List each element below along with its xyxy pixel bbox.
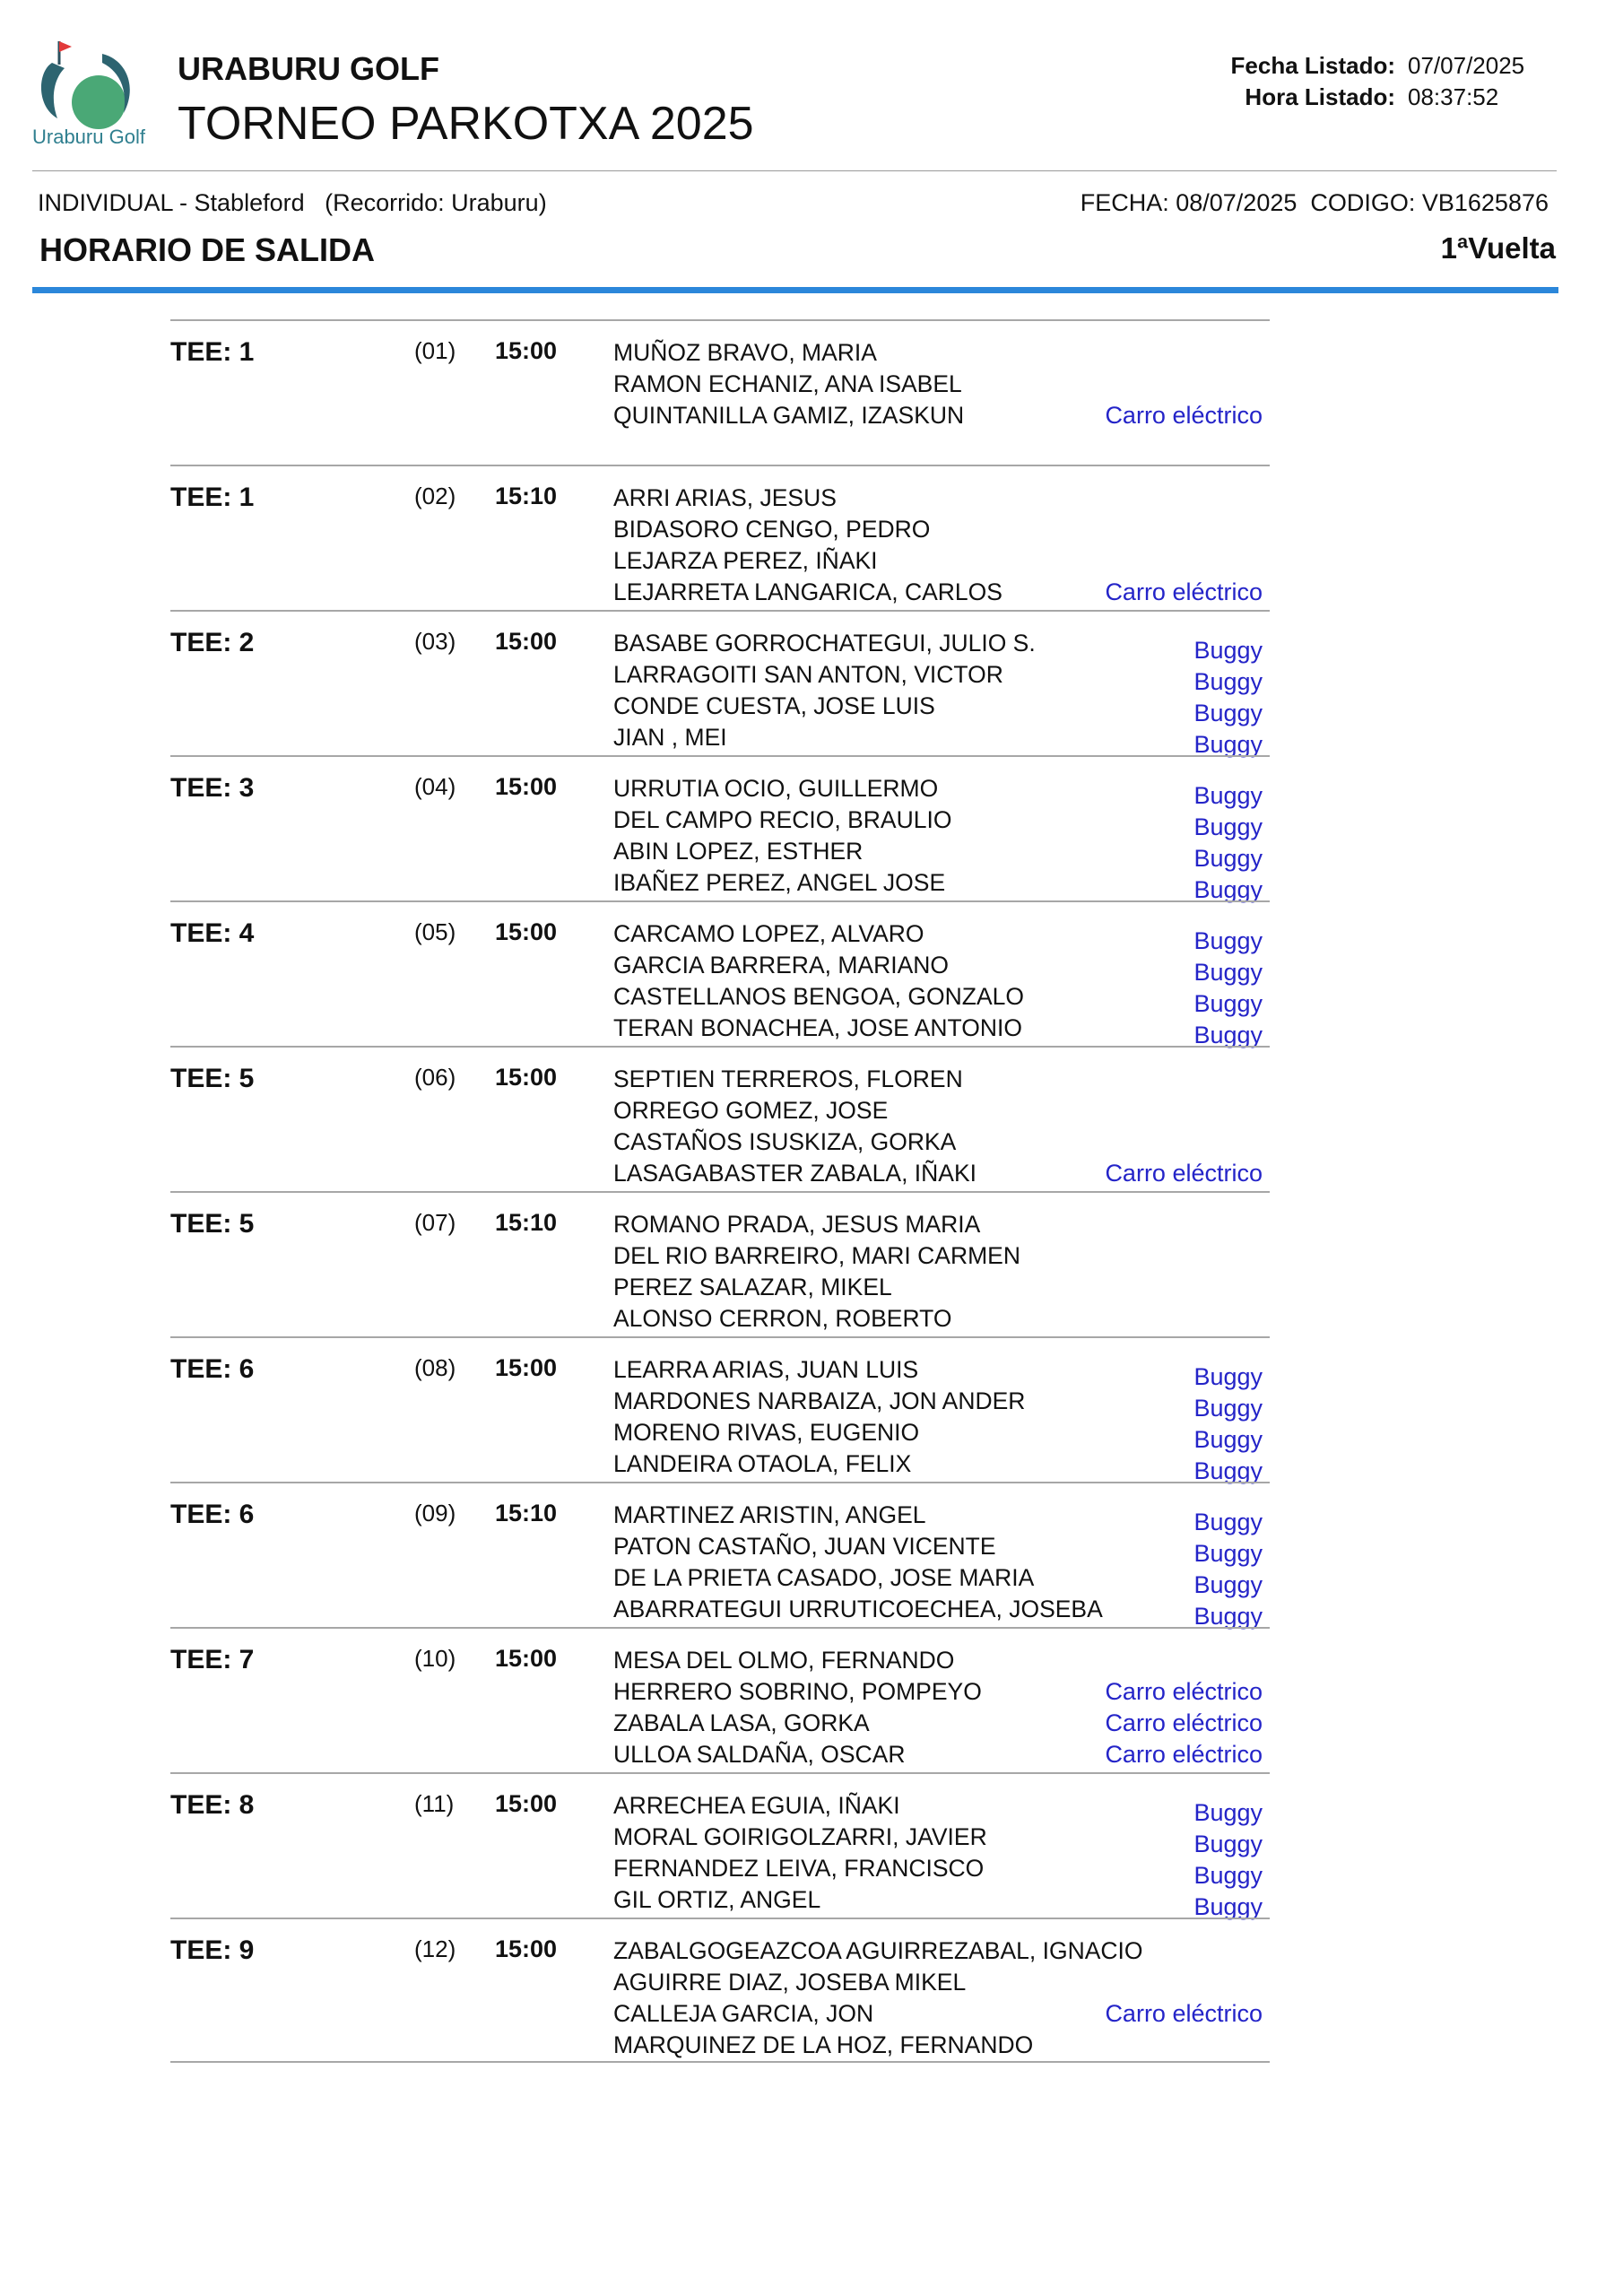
start-time: 15:00 (495, 1645, 558, 1672)
start-time: 15:00 (495, 337, 558, 364)
group-number: (03) (414, 628, 456, 655)
tee-label: TEE: 8 (170, 1790, 255, 1820)
player-row (613, 918, 1268, 954)
player-name: RAMON ECHANIZ, ANA ISABEL (613, 370, 962, 397)
player-row (613, 1790, 1268, 1826)
player-row (613, 1126, 1268, 1158)
tee-group (170, 319, 1270, 465)
player-row (613, 1708, 1268, 1739)
date-value: 07/07/2025 (1408, 52, 1525, 79)
group-number: (04) (414, 773, 456, 800)
player-row (613, 1013, 1268, 1048)
cart-type: Carro eléctrico (1105, 1160, 1263, 1187)
player-row (613, 545, 1268, 577)
tee-label: TEE: 6 (170, 1500, 255, 1529)
tee-label: TEE: 4 (170, 918, 255, 948)
player-list (613, 1354, 1268, 1484)
player-name: ROMANO PRADA, JESUS MARIA (613, 1211, 981, 1238)
player-row (613, 1303, 1268, 1335)
player-name: ABARRATEGUI URRUTICOECHEA, JOSEBA (613, 1596, 1103, 1622)
player-name: ORREGO GOMEZ, JOSE (613, 1097, 889, 1124)
player-row (613, 628, 1268, 664)
tee-label: TEE: 7 (170, 1645, 255, 1674)
player-name: ALONSO CERRON, ROBERTO (613, 1305, 952, 1332)
player-row (613, 804, 1268, 840)
player-list (613, 1500, 1268, 1630)
player-name: CASTELLANOS BENGOA, GONZALO (613, 983, 1024, 1010)
tee-group (170, 1772, 1270, 1918)
start-time: 15:10 (495, 1500, 558, 1526)
player-name: PATON CASTAÑO, JUAN VICENTE (613, 1533, 996, 1560)
accent-divider (32, 287, 1558, 293)
date-label: Fecha Listado: (1230, 52, 1395, 79)
group-number: (01) (414, 337, 456, 364)
fecha-codigo: FECHA: 08/07/2025 CODIGO: VB1625876 (1080, 189, 1549, 216)
tee-group (170, 1918, 1270, 2063)
player-row (613, 1935, 1268, 1967)
player-name: AGUIRRE DIAZ, JOSEBA MIKEL (613, 1969, 967, 1996)
listing-meta (1231, 50, 1533, 113)
cart-type: Buggy (1193, 1799, 1263, 1826)
cart-type: Buggy (1193, 1363, 1263, 1390)
player-name: LEJARZA PEREZ, IÑAKI (613, 547, 878, 574)
tee-group (170, 1627, 1270, 1772)
organization-name: URABURU GOLF (178, 50, 439, 87)
player-name: MARTINEZ ARISTIN, ANGEL (613, 1501, 926, 1528)
group-number: (11) (414, 1790, 455, 1817)
player-name: MARDONES NARBAIZA, JON ANDER (613, 1387, 1026, 1414)
player-name: CARCAMO LOPEZ, ALVARO (613, 920, 924, 947)
tee-group (170, 755, 1270, 903)
cart-type: Carro eléctrico (1105, 2000, 1263, 2027)
player-row (613, 1594, 1268, 1630)
player-row (613, 1417, 1268, 1453)
player-row (613, 1500, 1268, 1535)
player-name: SEPTIEN TERREROS, FLOREN (613, 1065, 963, 1092)
player-list (613, 337, 1268, 431)
player-name: MARQUINEZ DE LA HOZ, FERNANDO (613, 2031, 1034, 2058)
player-list (613, 1209, 1268, 1335)
tournament-name: TORNEO PARKOTXA 2025 (178, 98, 754, 150)
logo-text: Uraburu Golf (32, 126, 145, 148)
tee-time-list (170, 319, 1270, 2063)
player-row (613, 1354, 1268, 1390)
player-row (613, 1448, 1268, 1484)
round-label: 1ªVuelta (1440, 231, 1556, 265)
start-time: 15:00 (495, 1064, 558, 1091)
player-row (613, 483, 1268, 514)
cart-type: Carro eléctrico (1105, 578, 1263, 605)
player-row (613, 1158, 1268, 1189)
player-name: LEARRA ARIAS, JUAN LUIS (613, 1356, 919, 1383)
player-row (613, 722, 1268, 758)
player-name: LARRAGOITI SAN ANTON, VICTOR (613, 661, 1003, 688)
cart-type: Buggy (1193, 1893, 1263, 1920)
group-number: (02) (414, 483, 456, 509)
player-list (613, 628, 1268, 758)
tee-label: TEE: 1 (170, 483, 255, 512)
player-name: FERNANDEZ LEIVA, FRANCISCO (613, 1855, 985, 1882)
player-name: ZABALGOGEAZCOA AGUIRREZABAL, IGNACIO (613, 1937, 1143, 1964)
player-row (613, 1562, 1268, 1598)
tee-group (170, 1482, 1270, 1630)
group-number: (06) (414, 1064, 456, 1091)
start-time: 15:00 (495, 1790, 558, 1817)
player-row (613, 369, 1268, 400)
player-row (613, 1095, 1268, 1126)
player-row (613, 1386, 1268, 1422)
tee-group (170, 1191, 1270, 1336)
group-number: (09) (414, 1500, 456, 1526)
competition-format: INDIVIDUAL - Stableford (Recorrido: Uraburu) (38, 189, 547, 216)
player-name: GIL ORTIZ, ANGEL (613, 1886, 821, 1913)
cart-type: Buggy (1193, 990, 1263, 1017)
player-name: PEREZ SALAZAR, MIKEL (613, 1274, 892, 1300)
player-list (613, 1790, 1268, 1920)
start-time: 15:10 (495, 1209, 558, 1236)
player-name: MUÑOZ BRAVO, MARIA (613, 339, 877, 366)
player-row (613, 1998, 1268, 2030)
player-row (613, 1967, 1268, 1998)
cart-type: Carro eléctrico (1105, 1709, 1263, 1736)
player-name: ARRI ARIAS, JESUS (613, 484, 837, 511)
golf-flag-logo-icon (27, 36, 161, 135)
player-row (613, 659, 1268, 695)
tee-group (170, 465, 1270, 610)
tee-label: TEE: 5 (170, 1209, 255, 1239)
tee-label: TEE: 6 (170, 1354, 255, 1384)
group-number: (07) (414, 1209, 456, 1236)
player-row (613, 1064, 1268, 1095)
start-time: 15:00 (495, 1354, 558, 1381)
cart-type: Buggy (1193, 731, 1263, 758)
player-row (613, 1884, 1268, 1920)
start-time: 15:00 (495, 918, 558, 945)
player-row (613, 337, 1268, 369)
player-name: CALLEJA GARCIA, JON (613, 2000, 874, 2027)
tee-group (170, 1046, 1270, 1191)
player-row (613, 867, 1268, 903)
tee-label: TEE: 2 (170, 628, 255, 657)
player-row (613, 1240, 1268, 1272)
time-value: 08:37:52 (1408, 83, 1499, 110)
cart-type: Carro eléctrico (1105, 402, 1263, 429)
tee-label: TEE: 5 (170, 1064, 255, 1093)
tee-group (170, 610, 1270, 758)
start-time: 15:00 (495, 773, 558, 800)
cart-type: Carro eléctrico (1105, 1741, 1263, 1768)
cart-type: Buggy (1193, 1022, 1263, 1048)
time-label: Hora Listado: (1245, 83, 1395, 110)
player-name: JIAN , MEI (613, 724, 727, 751)
tee-label: TEE: 3 (170, 773, 255, 803)
player-list (613, 483, 1268, 608)
player-row (613, 691, 1268, 726)
cart-type: Buggy (1193, 959, 1263, 986)
player-row (613, 1272, 1268, 1303)
cart-type: Buggy (1193, 637, 1263, 664)
player-row (613, 1853, 1268, 1889)
cart-type: Buggy (1193, 813, 1263, 840)
cart-type: Carro eléctrico (1105, 1678, 1263, 1705)
cart-type: Buggy (1193, 782, 1263, 809)
player-row (613, 1739, 1268, 1770)
cart-type: Buggy (1193, 1862, 1263, 1889)
player-row (613, 2030, 1268, 2061)
player-list (613, 773, 1268, 903)
tee-label: TEE: 9 (170, 1935, 255, 1965)
player-list (613, 1645, 1268, 1770)
player-name: ZABALA LASA, GORKA (613, 1709, 870, 1736)
player-row (613, 1531, 1268, 1567)
tee-group (170, 900, 1270, 1046)
player-row (613, 514, 1268, 545)
player-name: HERRERO SOBRINO, POMPEYO (613, 1678, 982, 1705)
cart-type: Buggy (1193, 1509, 1263, 1535)
player-name: ARRECHEA EGUIA, IÑAKI (613, 1792, 900, 1819)
group-number: (08) (414, 1354, 456, 1381)
cart-type: Buggy (1193, 1395, 1263, 1422)
start-time: 15:10 (495, 483, 558, 509)
player-name: MORENO RIVAS, EUGENIO (613, 1419, 920, 1446)
player-name: MORAL GOIRIGOLZARRI, JAVIER (613, 1823, 987, 1850)
group-number: (05) (414, 918, 456, 945)
player-name: LANDEIRA OTAOLA, FELIX (613, 1450, 912, 1477)
group-number: (10) (414, 1645, 456, 1672)
page-title: HORARIO DE SALIDA (39, 231, 376, 268)
cart-type: Buggy (1193, 1540, 1263, 1567)
player-name: IBAÑEZ PEREZ, ANGEL JOSE (613, 869, 946, 896)
player-row (613, 773, 1268, 809)
cart-type: Buggy (1193, 1426, 1263, 1453)
player-name: DEL CAMPO RECIO, BRAULIO (613, 806, 952, 833)
cart-type: Buggy (1193, 927, 1263, 954)
cart-type: Buggy (1193, 1831, 1263, 1857)
header-divider (32, 170, 1557, 171)
player-list (613, 918, 1268, 1048)
player-row (613, 950, 1268, 986)
player-name: LEJARRETA LANGARICA, CARLOS (613, 578, 1002, 605)
cart-type: Buggy (1193, 845, 1263, 872)
start-time: 15:00 (495, 1935, 558, 1962)
player-row (613, 1676, 1268, 1708)
player-name: CASTAÑOS ISUSKIZA, GORKA (613, 1128, 957, 1155)
player-name: MESA DEL OLMO, FERNANDO (613, 1647, 955, 1674)
player-row (613, 836, 1268, 872)
cart-type: Buggy (1193, 668, 1263, 695)
player-name: BASABE GORROCHATEGUI, JULIO S. (613, 630, 1036, 657)
player-list (613, 1935, 1268, 2061)
player-row (613, 1645, 1268, 1676)
cart-type: Buggy (1193, 1603, 1263, 1630)
group-number: (12) (414, 1935, 456, 1962)
player-name: DE LA PRIETA CASADO, JOSE MARIA (613, 1564, 1035, 1591)
player-name: ABIN LOPEZ, ESTHER (613, 838, 864, 865)
cart-type: Buggy (1193, 876, 1263, 903)
player-name: CONDE CUESTA, JOSE LUIS (613, 692, 935, 719)
tee-group (170, 1336, 1270, 1482)
player-name: BIDASORO CENGO, PEDRO (613, 516, 931, 543)
player-list (613, 1064, 1268, 1189)
tee-label: TEE: 1 (170, 337, 255, 367)
player-name: QUINTANILLA GAMIZ, IZASKUN (613, 402, 965, 429)
player-name: LASAGABASTER ZABALA, IÑAKI (613, 1160, 977, 1187)
player-name: TERAN BONACHEA, JOSE ANTONIO (613, 1014, 1022, 1041)
cart-type: Buggy (1193, 1571, 1263, 1598)
cart-type: Buggy (1193, 1457, 1263, 1484)
player-name: GARCIA BARRERA, MARIANO (613, 952, 950, 978)
player-row (613, 981, 1268, 1017)
start-time: 15:00 (495, 628, 558, 655)
player-name: URRUTIA OCIO, GUILLERMO (613, 775, 939, 802)
player-row (613, 577, 1268, 608)
player-row (613, 1822, 1268, 1857)
player-name: ULLOA SALDAÑA, OSCAR (613, 1741, 906, 1768)
player-name: DEL RIO BARREIRO, MARI CARMEN (613, 1242, 1020, 1269)
player-row (613, 400, 1268, 431)
player-row (613, 1209, 1268, 1240)
cart-type: Buggy (1193, 700, 1263, 726)
